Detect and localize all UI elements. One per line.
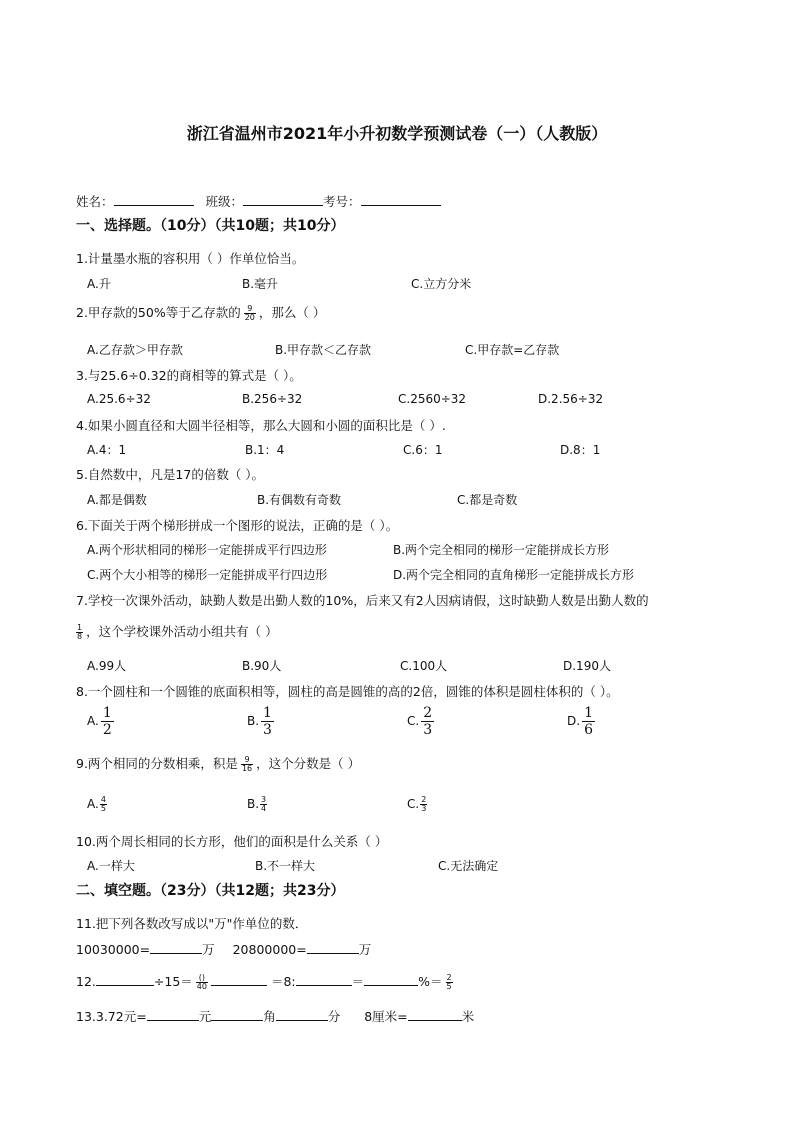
q3-option-c[interactable]: C.2560÷32	[398, 392, 467, 406]
q2-text-post: ，那么（ ）	[258, 305, 326, 320]
q8-a-num: 1	[102, 705, 112, 721]
question-3: 3.与25.6÷0.32的商相等的算式是（ ）。	[76, 368, 302, 383]
q6-option-a[interactable]: A.两个形状相同的梯形一定能拼成平行四边形	[87, 543, 327, 557]
section-heading-choice: 一、选择题。（10分）（共10题；共10分）	[76, 218, 345, 234]
q12-f1-den: 40	[196, 982, 207, 991]
q13-blank-jiao[interactable]	[211, 1008, 263, 1021]
q9-a-num: 4	[100, 795, 106, 804]
q8-option-a[interactable]	[87, 705, 116, 738]
question-7-line2	[76, 622, 278, 641]
q8-b-num: 1	[263, 705, 272, 721]
q11-answer-row	[76, 940, 371, 958]
q9-option-a-label: A.	[87, 797, 99, 811]
q8-option-c-fraction	[421, 705, 434, 738]
q4-option-d[interactable]: D.8：1	[560, 443, 601, 457]
q4-option-b[interactable]: B.1：4	[245, 443, 285, 457]
q2-fraction-num: 9	[247, 304, 253, 313]
q9-option-b-label: B.	[247, 797, 260, 811]
q2-fraction	[244, 305, 256, 322]
q8-d-den: 6	[584, 722, 593, 738]
q5-option-b[interactable]: B.有偶数有奇数	[257, 493, 342, 507]
question-4: 4.如果小圆直径和大圆半径相等，那么大圆和小圆的面积比是（ ）.	[76, 418, 446, 433]
q7-option-c[interactable]: C.100人	[400, 659, 448, 673]
question-2	[76, 303, 325, 322]
question-12	[76, 972, 456, 991]
q13-unit-jiao: 角	[263, 1009, 276, 1024]
q12-blank-3[interactable]	[296, 973, 352, 986]
q11-unit-2: 万	[358, 942, 372, 957]
q8-option-c-label: C.	[407, 714, 420, 728]
q4-option-c[interactable]: C.6：1	[403, 443, 443, 457]
q8-c-den: 3	[423, 722, 433, 738]
q12-equals: ＝	[351, 974, 365, 989]
q6-option-d[interactable]: D.两个完全相同的直角梯形一定能拼成长方形	[393, 568, 635, 582]
q8-option-d-label: D.	[567, 714, 581, 728]
q13-part2: 8厘米=	[364, 1009, 408, 1024]
q12-f2-den: 5	[446, 982, 452, 991]
q13-unit-yuan: 元	[198, 1009, 212, 1024]
name-field[interactable]	[114, 193, 194, 206]
q8-option-b-label: B.	[247, 714, 260, 728]
q2-fraction-den: 20	[244, 313, 255, 322]
q12-blank-1[interactable]	[96, 973, 154, 986]
q6-option-b[interactable]: B.两个完全相同的梯形一定能拼成长方形	[393, 543, 610, 557]
q5-option-c[interactable]: C.都是奇数	[457, 493, 518, 507]
class-field[interactable]	[243, 193, 323, 206]
q9-fraction-den: 16	[241, 764, 253, 773]
q8-option-a-label: A.	[87, 714, 99, 728]
q8-option-c[interactable]	[407, 705, 436, 738]
name-label: 姓名：	[76, 194, 114, 209]
q2-text-pre: 2.甲存款的50%等于乙存款的	[76, 305, 241, 320]
q13-prefix: 13.3.72元=	[76, 1009, 147, 1024]
q9-option-b[interactable]	[247, 796, 270, 813]
question-8: 8.一个圆柱和一个圆锥的底面积相等，圆柱的高是圆锥的高的2倍，圆锥的体积是圆柱体积的（ ）。	[76, 684, 619, 699]
q12-blank-4[interactable]	[364, 973, 418, 986]
q12-percent: %＝	[418, 974, 443, 989]
q7-text-post: ，这个学校课外活动小组共有（ ）	[86, 624, 278, 639]
q9-option-b-fraction	[260, 796, 267, 813]
question-13	[76, 1007, 474, 1025]
q9-text-pre: 9.两个相同的分数相乘，积是	[76, 756, 238, 771]
q13-blank-mi[interactable]	[408, 1008, 462, 1021]
q10-option-b[interactable]: B.不一样大	[255, 859, 316, 873]
question-1: 1.计量墨水瓶的容积用（ ）作单位恰当。	[76, 251, 305, 266]
q5-option-a[interactable]: A.都是偶数	[87, 493, 147, 507]
q11-part1: 10030000=	[76, 942, 151, 957]
q9-option-a[interactable]	[87, 796, 110, 813]
q9-c-num: 2	[421, 795, 427, 804]
q8-c-num: 2	[423, 705, 433, 721]
question-7-line1: 7.学校一次课外活动，缺勤人数是出勤人数的10%，后来又有2人因病请假，这时缺勤人数是出勤人数的	[76, 593, 649, 608]
q9-c-den: 3	[421, 804, 427, 813]
q7-option-d[interactable]: D.190人	[563, 659, 611, 673]
class-label: 班级：	[205, 194, 244, 209]
q8-d-num: 1	[584, 705, 593, 721]
q12-divide: ÷15＝	[153, 974, 193, 989]
question-11: 11.把下列各数改写成以"万"作单位的数．	[76, 916, 308, 931]
q7-fraction	[76, 624, 83, 641]
q9-option-c-label: C.	[407, 797, 420, 811]
q9-fraction-num: 9	[244, 755, 250, 764]
q8-a-den: 2	[102, 722, 112, 738]
q7-fraction-den: 8	[77, 632, 83, 641]
q7-option-b[interactable]: B.90人	[242, 659, 282, 673]
q8-option-b-fraction	[261, 705, 274, 738]
q1-option-c[interactable]: C.立方分米	[411, 277, 472, 291]
q8-option-d[interactable]	[567, 705, 597, 738]
question-10: 10.两个周长相同的长方形，他们的面积是什么关系（ ）	[76, 834, 388, 849]
q11-blank-1[interactable]	[150, 941, 202, 954]
q12-ratio: ＝8:	[270, 974, 296, 989]
q12-fraction-2	[446, 974, 453, 991]
q3-option-a[interactable]: A.25.6÷32	[87, 392, 151, 406]
q12-f1-num: ()	[198, 973, 205, 982]
question-9	[76, 754, 360, 773]
q9-option-c-fraction	[420, 796, 427, 813]
q3-option-d[interactable]: D.2.56÷32	[538, 392, 604, 406]
q12-f2-num: 2	[446, 973, 452, 982]
q11-unit-1: 万	[202, 942, 215, 957]
exam-number-field[interactable]	[361, 193, 441, 206]
q9-fraction	[241, 756, 253, 773]
section-heading-fill: 二、填空题。（23分）（共12题；共23分）	[76, 883, 345, 899]
q9-a-den: 5	[100, 804, 106, 813]
q9-option-c[interactable]	[407, 796, 430, 813]
page-title: 浙江省温州市2021年小升初数学预测试卷（一）（人教版）	[186, 124, 608, 143]
q10-option-a[interactable]: A.一样大	[87, 859, 135, 873]
q9-b-den: 4	[261, 804, 267, 813]
q9-text-post: ，这个分数是（ ）	[256, 756, 361, 771]
q7-option-a[interactable]: A.99人	[87, 659, 127, 673]
q10-option-c[interactable]: C.无法确定	[438, 859, 499, 873]
q13-unit-mi: 米	[461, 1009, 475, 1024]
q2-option-c[interactable]: C.甲存款=乙存款	[465, 343, 560, 357]
q13-blank-fen[interactable]	[276, 1008, 328, 1021]
q12-prefix: 12.	[76, 974, 96, 989]
q4-option-a[interactable]: A.4：1	[87, 443, 127, 457]
q7-fraction-num: 1	[77, 623, 83, 632]
q9-b-num: 3	[261, 795, 267, 804]
q9-option-a-fraction	[100, 796, 107, 813]
q2-option-a[interactable]: A.乙存款＞甲存款	[87, 343, 183, 357]
q8-option-b[interactable]	[247, 705, 276, 738]
q3-option-b[interactable]: B.256÷32	[242, 392, 303, 406]
exam-number-label: 考号：	[323, 194, 361, 209]
student-info-row	[76, 192, 441, 210]
q12-fraction-1	[196, 974, 208, 991]
q8-option-a-fraction	[101, 705, 114, 738]
q2-option-b[interactable]: B.甲存款＜乙存款	[275, 343, 372, 357]
q12-blank-2[interactable]	[211, 973, 267, 986]
q8-option-d-fraction	[582, 705, 595, 738]
q11-part2: 20800000=	[232, 942, 307, 957]
q13-unit-fen: 分	[327, 1009, 341, 1024]
question-6: 6.下面关于两个梯形拼成一个图形的说法，正确的是（ ）。	[76, 518, 399, 533]
q13-blank-yuan[interactable]	[147, 1008, 199, 1021]
q6-option-c[interactable]: C.两个大小相等的梯形一定能拼成平行四边形	[87, 568, 328, 582]
q1-option-b[interactable]: B.毫升	[242, 277, 279, 291]
q8-b-den: 3	[263, 722, 272, 738]
question-5: 5.自然数中，凡是17的倍数（ ）。	[76, 467, 265, 482]
q1-option-a[interactable]: A.升	[87, 277, 111, 291]
q11-blank-2[interactable]	[307, 941, 359, 954]
